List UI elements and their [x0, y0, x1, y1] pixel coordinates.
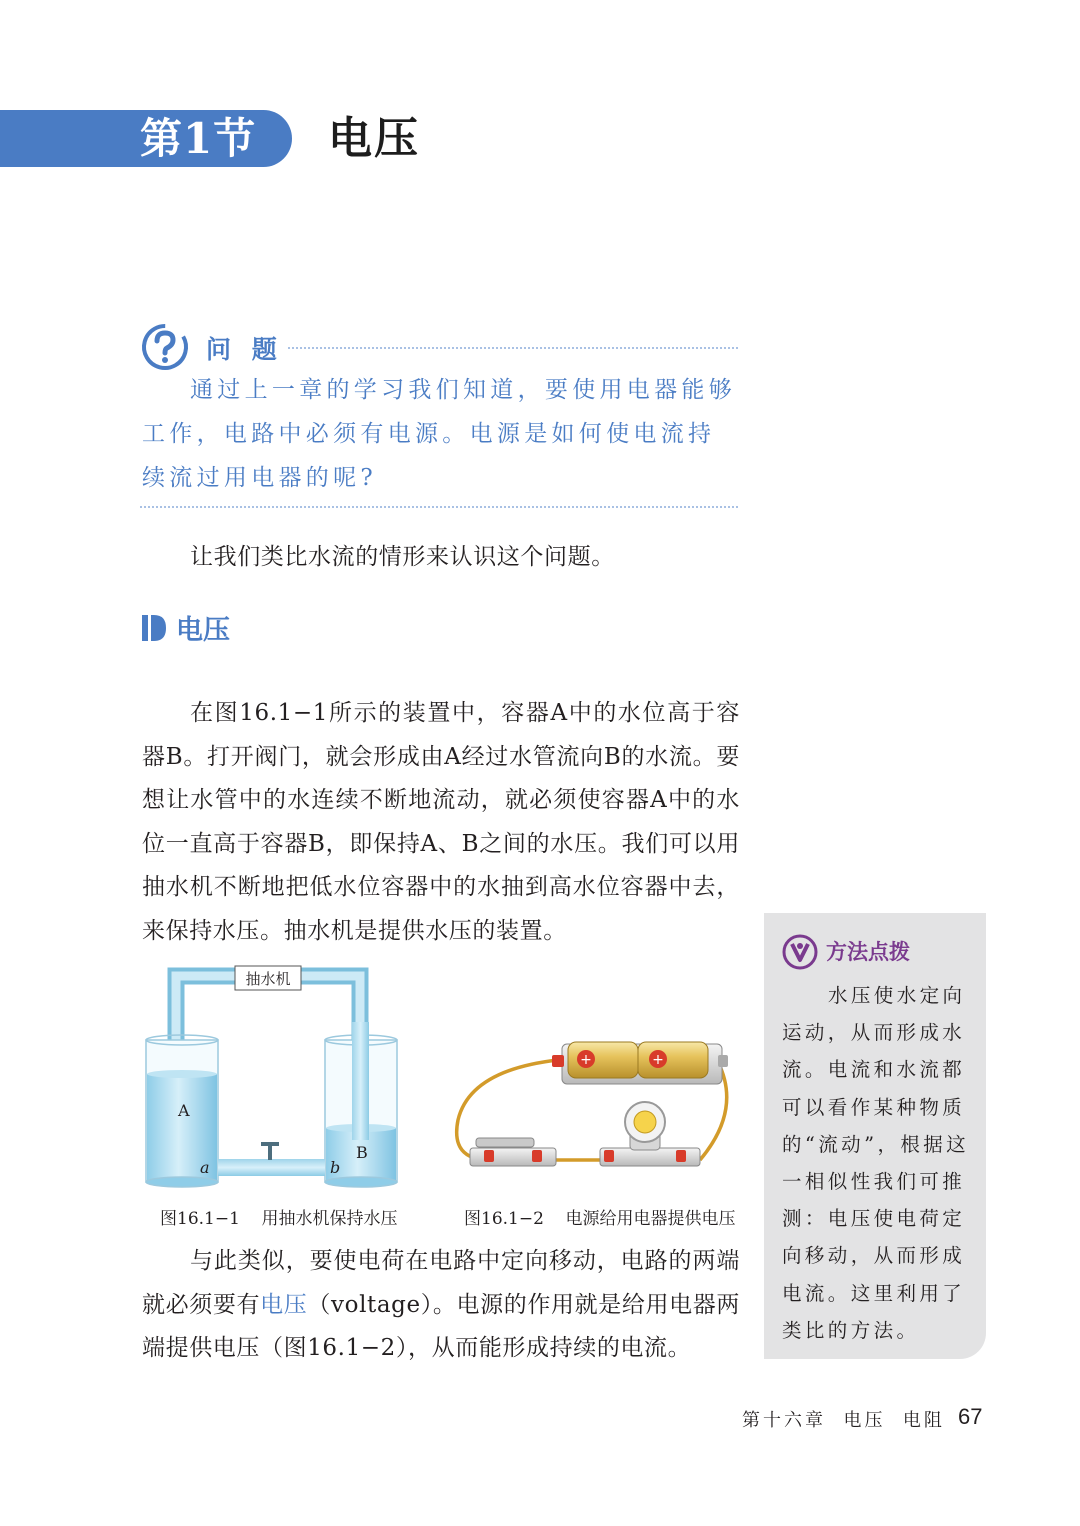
- pipe-end-a-label: a: [200, 1158, 210, 1177]
- keyword-voltage: 电压: [260, 1291, 308, 1318]
- svg-text:+: +: [580, 1052, 592, 1068]
- question-icon: [140, 322, 190, 372]
- figure-battery-circuit: [450, 1000, 740, 1190]
- subheading: 电压: [176, 615, 230, 646]
- section-number: 第1节: [140, 114, 257, 163]
- problem-text: 通过上一章的学习我们知道，要使用电器能够工作，电路中必须有电源。电源是如何使电流持续流过用电器的呢?: [142, 377, 736, 491]
- paragraph-voltage-definition: [142, 1240, 740, 1371]
- figure2-caption: 图16.1−2 电源给用电器提供电压: [464, 1209, 736, 1229]
- figure-water-pump: [140, 962, 415, 1194]
- paragraph2-tail: （voltage）。电源的作用就是给用电器两端提供电压（图16.1−2），从而能形成持续的电流。: [142, 1291, 741, 1362]
- container-a-label: A: [178, 1101, 190, 1120]
- running-footer-chapter: 第十六章 电压 电阻: [742, 1410, 945, 1431]
- problem-divider-top: [288, 347, 738, 349]
- pipe-end-b-label: b: [330, 1158, 341, 1177]
- paragraph2-lead: 与此类似，要使电荷在电路中定向移动，电路的两端就必须要有: [142, 1248, 740, 1318]
- section-title: 电压: [328, 113, 420, 164]
- method-tip-text: 水压使水定向运动，从而形成水流。电流和水流都可以看作某种物质的“流动”，根据这一相似性我们可推测：电压使电荷定向移动，从而形成电流。这里利用了类比的方法。: [782, 984, 970, 1342]
- method-tip-title: 方法点拨: [826, 940, 910, 964]
- intro-paragraph: 让我们类比水流的情形来认识这个问题。: [190, 544, 615, 570]
- problem-title: 问 题: [206, 335, 283, 364]
- paragraph-water-analogy: 在图16.1−1所示的装置中，容器A中的水位高于容器B。打开阀门，就会形成由A经过水管流向B的水流。要想让水管中的水连续不断地流动，就必须使容器A中的水位一直高于容器B，即保持A、B之间的水压。我们可以用抽水机不断地把低水位容器中的水抽到高水位容器中去，来保持水压。抽水机是提供水压的装置。: [142, 700, 740, 944]
- problem-divider-bottom: [140, 506, 738, 508]
- subheading-marker-icon: [142, 614, 166, 642]
- method-tip-icon: [782, 934, 818, 970]
- page-number: 67: [958, 1404, 983, 1429]
- container-b-label: B: [356, 1143, 368, 1162]
- svg-text:+: +: [652, 1052, 664, 1068]
- pump-label: 抽水机: [245, 970, 291, 988]
- figure1-caption: 图16.1−1 用抽水机保持水压: [160, 1209, 398, 1229]
